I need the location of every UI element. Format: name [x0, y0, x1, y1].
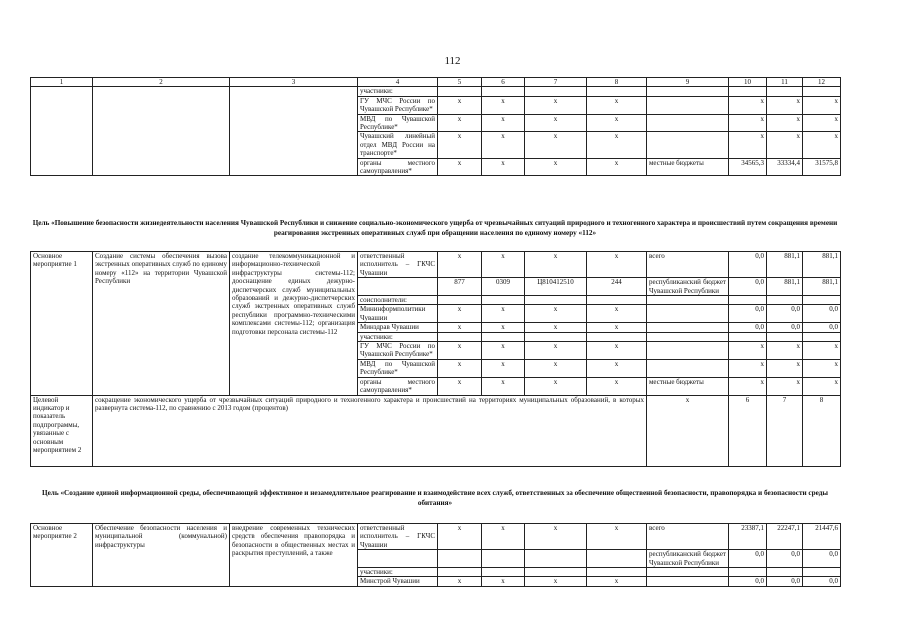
value-cell: x — [482, 377, 525, 395]
value-cell: x — [525, 132, 587, 158]
empty-cell — [93, 87, 230, 176]
value-cell — [482, 87, 525, 96]
value-cell: x — [767, 132, 803, 158]
value-cell: x — [767, 114, 803, 132]
value-cell — [767, 296, 803, 305]
col-header: 10 — [729, 78, 767, 87]
value-cell: республиканский бюджет Чувашской Республики — [647, 550, 729, 568]
participant-cell: МВД по Чувашской Республике* — [358, 359, 438, 377]
value-cell — [803, 332, 841, 341]
value-cell: x — [767, 359, 803, 377]
value-cell: 244 — [587, 278, 647, 296]
value-cell: x — [587, 158, 647, 176]
value-cell: 21447,6 — [803, 524, 841, 550]
value-cell — [438, 550, 482, 568]
value-cell — [729, 296, 767, 305]
value-cell: x — [438, 96, 482, 114]
value-cell: x — [587, 377, 647, 395]
value-cell — [438, 296, 482, 305]
value-cell: x — [587, 132, 647, 158]
value-cell: Ц810412510 — [525, 278, 587, 296]
value-cell: x — [482, 323, 525, 332]
budget-table-continued — [30, 77, 841, 176]
col-header: 8 — [587, 78, 647, 87]
empty-cell — [31, 87, 93, 176]
value-cell: 0,0 — [767, 305, 803, 323]
participant-cell: ответственный исполнитель – ГКЧС Чувашии — [358, 524, 438, 550]
value-cell: x — [587, 359, 647, 377]
value-cell: x — [438, 377, 482, 395]
value-cell: 0,0 — [729, 323, 767, 332]
indicator-cell: x — [647, 395, 729, 466]
value-cell: 0,0 — [803, 550, 841, 568]
value-cell — [647, 114, 729, 132]
value-cell — [729, 87, 767, 96]
value-cell: 881,1 — [767, 252, 803, 278]
value-cell: x — [525, 252, 587, 278]
value-cell: 0,0 — [729, 577, 767, 586]
participant-cell: органы местного самоуправления* — [358, 158, 438, 176]
value-cell: x — [438, 305, 482, 323]
value-cell — [647, 568, 729, 577]
value-cell — [803, 87, 841, 96]
value-cell: x — [525, 359, 587, 377]
value-cell: x — [438, 132, 482, 158]
participant-cell: участники: — [358, 87, 438, 96]
value-cell — [482, 568, 525, 577]
value-cell: 0,0 — [767, 550, 803, 568]
value-cell — [438, 568, 482, 577]
value-cell — [647, 296, 729, 305]
value-cell: x — [438, 359, 482, 377]
value-cell: x — [482, 577, 525, 586]
value-cell: всего — [647, 524, 729, 550]
value-cell: x — [803, 96, 841, 114]
value-cell — [647, 87, 729, 96]
table-row — [31, 252, 841, 278]
value-cell: 0,0 — [767, 577, 803, 586]
empty-cell — [230, 87, 358, 176]
col-header: 9 — [647, 78, 729, 87]
value-cell: x — [587, 96, 647, 114]
value-cell: x — [587, 577, 647, 586]
value-cell: x — [525, 342, 587, 360]
measure-label-cell: Основное мероприятие 2 — [31, 524, 93, 587]
value-cell: x — [438, 158, 482, 176]
value-cell — [647, 96, 729, 114]
value-cell: x — [482, 342, 525, 360]
value-cell: x — [525, 524, 587, 550]
value-cell: x — [767, 96, 803, 114]
value-cell: x — [803, 132, 841, 158]
indicator-label: Целевой индикатор и показатель подпрограммы, увязанные с основным мероприятием 2 — [31, 395, 93, 466]
value-cell — [647, 359, 729, 377]
value-cell — [587, 296, 647, 305]
value-cell — [803, 296, 841, 305]
value-cell: x — [482, 132, 525, 158]
value-cell: x — [803, 359, 841, 377]
value-cell: 33334,4 — [767, 158, 803, 176]
value-cell: x — [587, 252, 647, 278]
value-cell: 0,0 — [803, 577, 841, 586]
measure-description-cell: создание телекоммуникационной и информационно-технической инфраструктуры системы-112; дооснащение единых дежурно-диспетчерских служб муниципальных образований и дежурно-диспетчерских служб экстренных оперативных служб республики программно-техническими комплексами системы-112; организация подготовки персонала системы-112 — [230, 252, 358, 396]
value-cell: x — [729, 342, 767, 360]
value-cell: 877 — [438, 278, 482, 296]
value-cell — [647, 332, 729, 341]
value-cell — [525, 296, 587, 305]
measure-name-cell: Создание системы обеспечения вызова экстренных оперативных служб по единому номеру «112» на территории Чувашской Республики — [93, 252, 230, 396]
budget-table-measure-2 — [30, 523, 841, 587]
value-cell: x — [803, 114, 841, 132]
indicator-text: сокращение экономического ущерба от чрезвычайных ситуаций природного и техногенного характера и происшествий на территориях муниципальных образований, в которых развернута система-112, по сравнению с 2013 годом (процентов) — [93, 395, 647, 466]
indicator-row — [31, 395, 841, 466]
value-cell: x — [482, 359, 525, 377]
value-cell: 0,0 — [729, 550, 767, 568]
participant-cell — [358, 278, 438, 296]
value-cell: всего — [647, 252, 729, 278]
value-cell: 881,1 — [803, 252, 841, 278]
value-cell: x — [767, 342, 803, 360]
budget-table-measure-1 — [30, 251, 841, 467]
value-cell: x — [525, 158, 587, 176]
value-cell — [482, 296, 525, 305]
value-cell — [438, 87, 482, 96]
value-cell: x — [803, 342, 841, 360]
value-cell: x — [482, 114, 525, 132]
value-cell: x — [438, 252, 482, 278]
value-cell — [482, 550, 525, 568]
col-header: 7 — [525, 78, 587, 87]
value-cell — [482, 332, 525, 341]
value-cell: 881,1 — [767, 278, 803, 296]
value-cell — [587, 332, 647, 341]
indicator-cell: 7 — [767, 395, 803, 466]
value-cell — [767, 568, 803, 577]
value-cell — [729, 568, 767, 577]
value-cell — [587, 87, 647, 96]
value-cell: 881,1 — [803, 278, 841, 296]
value-cell: 0,0 — [729, 252, 767, 278]
col-header: 3 — [230, 78, 358, 87]
value-cell: x — [525, 577, 587, 586]
value-cell: x — [525, 305, 587, 323]
participant-cell: Минстрой Чувашии — [358, 577, 438, 586]
value-cell: x — [482, 305, 525, 323]
goal-heading-1: Цель «Повышение безопасности жизнедеятельности населения Чувашской Республики и снижение социально-экономического ущерба от чрезвычайных ситуаций природного и техногенного характера и происшествий путем сокращения времени реагирования экстренных оперативных служб при обращении населения по единому номеру «112» — [32, 219, 838, 237]
measure-name-cell: Обеспечение безопасности населения и муниципальной (коммунальной) инфраструктуры — [93, 524, 230, 587]
value-cell: 31575,8 — [803, 158, 841, 176]
goal-heading-2: Цель «Создание единой информационной среды, обеспечивающей эффективное и незамедлительное реагирование и взаимодействие всех служб, ответственных за обеспечение общественной безопасности, правопорядка и безопасности среды обитания» — [42, 489, 828, 507]
value-cell: x — [587, 323, 647, 332]
participant-cell: соисполнители: — [358, 296, 438, 305]
col-header: 4 — [358, 78, 438, 87]
value-cell: x — [729, 96, 767, 114]
participant-cell — [358, 550, 438, 568]
value-cell: республиканский бюджет Чувашской Республики — [647, 278, 729, 296]
value-cell: местные бюджеты — [647, 158, 729, 176]
col-header: 12 — [803, 78, 841, 87]
page-number: 112 — [444, 55, 461, 67]
value-cell: x — [438, 577, 482, 586]
value-cell: x — [482, 252, 525, 278]
indicator-cell: 6 — [729, 395, 767, 466]
value-cell — [525, 550, 587, 568]
value-cell: 22247,1 — [767, 524, 803, 550]
value-cell: x — [438, 342, 482, 360]
value-cell: x — [482, 524, 525, 550]
value-cell: x — [587, 114, 647, 132]
value-cell: x — [525, 114, 587, 132]
col-header: 2 — [93, 78, 230, 87]
measure-label-cell: Основное мероприятие 1 — [31, 252, 93, 396]
participant-cell: ответственный исполнитель – ГКЧС Чувашии — [358, 252, 438, 278]
value-cell: 23387,1 — [729, 524, 767, 550]
table-row — [31, 524, 841, 550]
value-cell: 0,0 — [803, 323, 841, 332]
value-cell — [767, 332, 803, 341]
participant-cell: Мининформполитики Чувашии — [358, 305, 438, 323]
value-cell — [803, 568, 841, 577]
participant-cell: Минздрав Чувашии — [358, 323, 438, 332]
value-cell: x — [438, 114, 482, 132]
value-cell: x — [525, 96, 587, 114]
participant-cell: МВД по Чувашской Республике* — [358, 114, 438, 132]
value-cell: x — [587, 342, 647, 360]
value-cell — [587, 550, 647, 568]
value-cell: 0,0 — [767, 323, 803, 332]
value-cell — [647, 132, 729, 158]
value-cell: x — [525, 377, 587, 395]
value-cell: x — [587, 524, 647, 550]
value-cell: 0,0 — [729, 305, 767, 323]
value-cell: местные бюджеты — [647, 377, 729, 395]
value-cell — [587, 568, 647, 577]
col-header: 11 — [767, 78, 803, 87]
col-header: 6 — [482, 78, 525, 87]
value-cell: x — [767, 377, 803, 395]
value-cell: x — [438, 524, 482, 550]
value-cell: x — [729, 359, 767, 377]
value-cell: x — [525, 323, 587, 332]
value-cell: 0,0 — [803, 305, 841, 323]
value-cell: x — [482, 96, 525, 114]
participant-cell: ГУ МЧС России по Чувашской Республике* — [358, 342, 438, 360]
table-row — [31, 87, 841, 96]
value-cell — [525, 87, 587, 96]
participant-cell: органы местного самоуправления* — [358, 377, 438, 395]
value-cell — [729, 332, 767, 341]
value-cell: x — [803, 377, 841, 395]
participant-cell: участники: — [358, 332, 438, 341]
value-cell: x — [438, 323, 482, 332]
participant-cell: участники: — [358, 568, 438, 577]
value-cell — [767, 87, 803, 96]
col-header: 1 — [31, 78, 93, 87]
participant-cell: ГУ МЧС России по Чувашской Республике* — [358, 96, 438, 114]
value-cell — [647, 342, 729, 360]
participant-cell: Чувашский линейный отдел МВД России на транспорте* — [358, 132, 438, 158]
value-cell: 0309 — [482, 278, 525, 296]
measure-description-cell: внедрение современных технических средств обеспечения правопорядка и безопасности в общественных местах и раскрытия преступлений, а также — [230, 524, 358, 587]
value-cell: 0,0 — [729, 278, 767, 296]
value-cell: x — [587, 305, 647, 323]
column-number-row — [31, 78, 841, 87]
value-cell — [647, 323, 729, 332]
value-cell: 34565,3 — [729, 158, 767, 176]
value-cell — [647, 577, 729, 586]
value-cell: x — [729, 377, 767, 395]
value-cell — [525, 568, 587, 577]
value-cell — [525, 332, 587, 341]
value-cell: x — [729, 132, 767, 158]
value-cell: x — [729, 114, 767, 132]
value-cell — [438, 332, 482, 341]
col-header: 5 — [438, 78, 482, 87]
value-cell: x — [482, 158, 525, 176]
value-cell — [647, 305, 729, 323]
indicator-cell: 8 — [803, 395, 841, 466]
